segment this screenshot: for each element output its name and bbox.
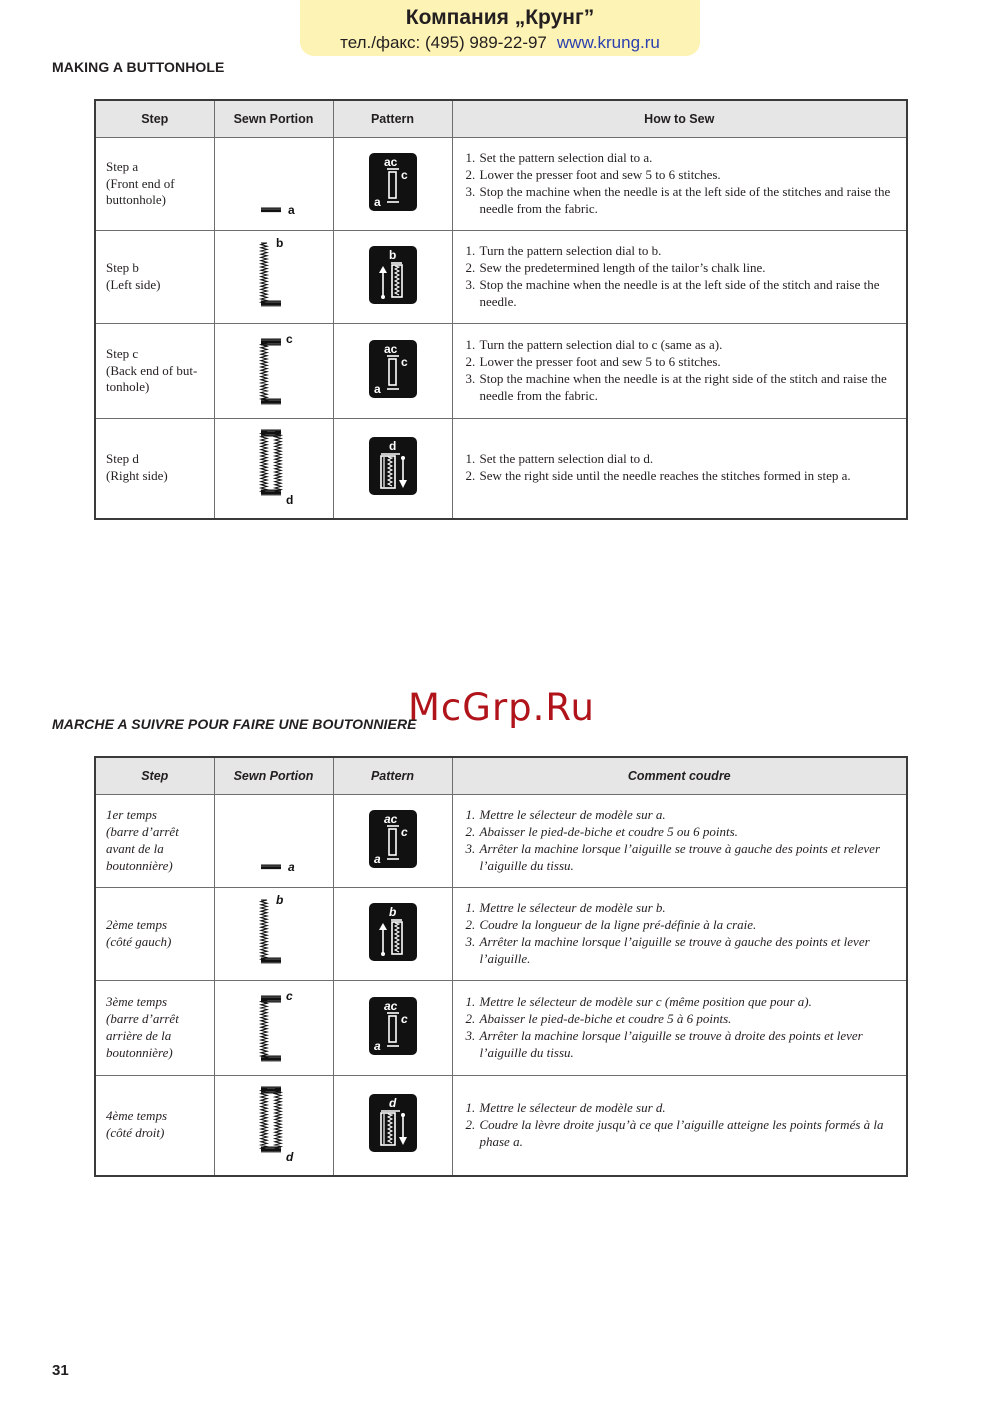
instruction-item: 3. Stop the machine when the needle is at the right side of the stitch and raise the needle from the fabric. [479, 371, 899, 405]
pattern-ac-icon [368, 152, 418, 212]
table-row [95, 1076, 907, 1176]
pattern-cell [333, 138, 452, 231]
stitch-marks [261, 900, 281, 963]
instruction-list [463, 807, 899, 874]
instruction-item: 3. Arrêter la machine lorsque l’aiguille se trouve à droite des points et lever l’aiguille du tissu. [479, 1028, 899, 1062]
sewn-portion-b-drawing [244, 235, 304, 315]
step-cell [95, 138, 214, 231]
stitch-marks [261, 865, 281, 869]
pattern-letter: a [373, 381, 381, 396]
sewn-portion-cell [214, 324, 333, 419]
col-header-sewn: Sewn Portion [214, 757, 333, 795]
col-header-pattern: Pattern [333, 757, 452, 795]
sewn-portion-c-drawing [244, 986, 304, 1066]
pattern-d-icon [368, 436, 418, 496]
pattern-letter: d [388, 438, 396, 453]
instruction-item: 2. Sew the predetermined length of the tailor’s chalk line. [479, 260, 899, 277]
pattern-letter: c [400, 354, 408, 369]
sewn-portion-label: d [285, 1149, 293, 1163]
buttonhole-table-en [94, 99, 908, 520]
step-line: (Back end of but- [106, 362, 198, 378]
watermark: McGrp.Ru [408, 686, 595, 729]
stitch-marks [261, 243, 281, 306]
instruction-item: 2. Coudre la longueur de la ligne pré-définie à la craie. [479, 917, 899, 934]
step-cell [95, 231, 214, 324]
instruction-item: 3. Arrêter la machine lorsque l’aiguille se trouve à gauche des points et lever l’aiguille. [479, 934, 899, 968]
table-row [95, 981, 907, 1076]
pattern-cell [333, 888, 452, 981]
pattern-cell [333, 324, 452, 419]
section-heading-fr: MARCHE A SUIVRE POUR FAIRE UNE BOUTONNIERE [52, 716, 417, 732]
pattern-ac-icon [368, 996, 418, 1056]
sewn-portion-cell [214, 138, 333, 231]
step-line: (côté droit) [106, 1125, 165, 1141]
section-heading-en: MAKING A BUTTONHOLE [52, 59, 225, 75]
stitch-marks [261, 430, 281, 495]
company-phone: тел./факс: (495) 989-22-97 [340, 33, 547, 52]
instruction-item: 1. Set the pattern selection dial to d. [479, 451, 899, 468]
instruction-item: 1. Mettre le sélecteur de modèle sur c (même position que pour a). [479, 994, 899, 1011]
instruction-item: 3. Arrêter la machine lorsque l’aiguille se trouve à gauche des points et relever l’aiguille du tissu. [479, 841, 899, 875]
how-to-sew-cell [452, 231, 907, 324]
how-to-sew-cell [452, 981, 907, 1076]
stitch-marks [261, 339, 281, 404]
col-header-sewn: Sewn Portion [214, 100, 333, 138]
stitch-marks [261, 1087, 281, 1152]
pattern-letter: ac [383, 811, 397, 826]
instruction-list [463, 900, 899, 967]
company-contact [300, 33, 700, 53]
table-row [95, 795, 907, 888]
table-row [95, 888, 907, 981]
sewn-portion-d-drawing [244, 426, 304, 506]
col-header-pattern: Pattern [333, 100, 452, 138]
sewn-portion-cell [214, 888, 333, 981]
pattern-cell [333, 231, 452, 324]
step-line: (Right side) [106, 468, 168, 484]
col-header-step: Step [95, 100, 214, 138]
pattern-cell [333, 419, 452, 519]
buttonhole-table-fr [94, 756, 908, 1177]
instruction-item: 1. Mettre le sélecteur de modèle sur a. [479, 807, 899, 824]
pattern-letter: ac [383, 341, 397, 356]
instruction-item: 2. Abaisser le pied-de-biche et coudre 5 ou 6 points. [479, 824, 899, 841]
sewn-portion-a-drawing [244, 799, 304, 879]
step-line: 1er temps [106, 807, 157, 823]
sewn-portion-a-drawing [244, 142, 304, 222]
step-line: arrière de la [106, 1028, 172, 1043]
pattern-letter: c [400, 1011, 408, 1026]
table-row [95, 324, 907, 419]
instruction-list [463, 337, 899, 404]
sewn-portion-cell [214, 981, 333, 1076]
instruction-item: 2. Abaisser le pied-de-biche et coudre 5 à 6 points. [479, 1011, 899, 1028]
instruction-list [463, 150, 899, 217]
step-line: Step a [106, 158, 139, 174]
instruction-item: 1. Mettre le sélecteur de modèle sur d. [479, 1100, 899, 1117]
col-header-how: Comment coudre [452, 757, 907, 795]
pattern-letter: ac [383, 998, 397, 1013]
instruction-item: 1. Turn the pattern selection dial to c (same as a). [479, 337, 899, 354]
sewn-portion-label: b [275, 892, 283, 907]
instruction-item: 1. Set the pattern selection dial to a. [479, 150, 899, 167]
step-line: 3ème temps [106, 994, 168, 1010]
table-row [95, 138, 907, 231]
step-line: boutonnière) [106, 1044, 173, 1060]
instruction-item: 2. Sew the right side until the needle reaches the stitches formed in step a. [479, 468, 899, 485]
step-cell [95, 419, 214, 519]
step-line: buttonhole) [106, 192, 166, 208]
step-line: Step d [106, 451, 139, 467]
table-row [95, 419, 907, 519]
step-line: avant de la [106, 841, 164, 856]
sewn-portion-c-drawing [244, 329, 304, 409]
pattern-letter: c [400, 167, 408, 182]
instruction-item: 1. Mettre le sélecteur de modèle sur b. [479, 900, 899, 917]
pattern-letter: c [400, 824, 408, 839]
step-cell [95, 888, 214, 981]
instruction-item: 2. Lower the presser foot and sew 5 to 6 stitches. [479, 167, 899, 184]
how-to-sew-cell [452, 138, 907, 231]
how-to-sew-cell [452, 1076, 907, 1176]
sewn-portion-cell [214, 795, 333, 888]
sewn-portion-b-drawing [244, 892, 304, 972]
sewn-portion-label: a [287, 859, 295, 874]
sewn-portion-label: d [285, 492, 293, 506]
step-cell [95, 981, 214, 1076]
pattern-letter: a [373, 194, 381, 209]
pattern-letter: b [388, 247, 396, 262]
pattern-cell [333, 981, 452, 1076]
sewn-portion-label: c [285, 331, 293, 346]
step-line: (barre d’arrêt [106, 1011, 179, 1027]
sewn-portion-label: a [287, 202, 295, 217]
step-line: 2ème temps [106, 917, 168, 933]
how-to-sew-cell [452, 419, 907, 519]
step-line: Step b [106, 260, 139, 276]
step-line: Step c [106, 345, 139, 361]
company-url[interactable]: www.krung.ru [556, 33, 660, 52]
pattern-letter: b [388, 904, 396, 919]
how-to-sew-cell [452, 888, 907, 981]
step-line: 4ème temps [106, 1108, 168, 1124]
step-line: (Left side) [106, 277, 161, 292]
table-header-row [95, 100, 907, 138]
step-line: (côté gauch) [106, 934, 172, 949]
how-to-sew-cell [452, 324, 907, 419]
pattern-b-icon [368, 245, 418, 305]
pattern-d-icon [368, 1093, 418, 1153]
instruction-list [463, 451, 899, 485]
step-line: boutonnière) [106, 857, 173, 873]
instruction-list [463, 994, 899, 1061]
pattern-letter: a [373, 1038, 381, 1053]
instruction-list [463, 243, 899, 310]
company-name: Компания „Крунг” [405, 6, 595, 29]
table-row [95, 231, 907, 324]
col-header-step: Step [95, 757, 214, 795]
instruction-item: 3. Stop the machine when the needle is at the left side of the stitch and raise the needle. [479, 277, 899, 311]
sewn-portion-d-drawing [244, 1083, 304, 1163]
col-header-how: How to Sew [452, 100, 907, 138]
sewn-portion-cell [214, 231, 333, 324]
page-number: 31 [52, 1362, 69, 1379]
pattern-letter: d [388, 1095, 396, 1110]
pattern-letter: ac [383, 154, 397, 169]
sewn-portion-label: b [275, 235, 283, 250]
pattern-b-icon [368, 902, 418, 962]
step-cell [95, 324, 214, 419]
stitch-marks [261, 996, 281, 1061]
step-cell [95, 795, 214, 888]
step-line: tonhole) [106, 379, 150, 395]
how-to-sew-cell [452, 795, 907, 888]
instruction-item: 1. Turn the pattern selection dial to b. [479, 243, 899, 260]
pattern-cell [333, 1076, 452, 1176]
table-header-row [95, 757, 907, 795]
sewn-portion-cell [214, 1076, 333, 1176]
pattern-letter: a [373, 851, 381, 866]
pattern-ac-icon [368, 809, 418, 869]
step-line: (Front end of [106, 175, 175, 191]
company-banner [300, 0, 700, 56]
sewn-portion-label: c [285, 988, 293, 1003]
instruction-item: 2. Coudre la lèvre droite jusqu’à ce que l’aiguille atteigne les points formés à la phase a. [479, 1117, 899, 1151]
instruction-item: 2. Lower the presser foot and sew 5 to 6 stitches. [479, 354, 899, 371]
pattern-cell [333, 795, 452, 888]
sewn-portion-cell [214, 419, 333, 519]
step-line: (barre d’arrêt [106, 824, 179, 840]
step-cell [95, 1076, 214, 1176]
stitch-marks [261, 208, 281, 212]
instruction-item: 3. Stop the machine when the needle is at the left side of the stitches and raise the needle from the fabric. [479, 184, 899, 218]
instruction-list [463, 1100, 899, 1150]
pattern-ac-icon [368, 339, 418, 399]
